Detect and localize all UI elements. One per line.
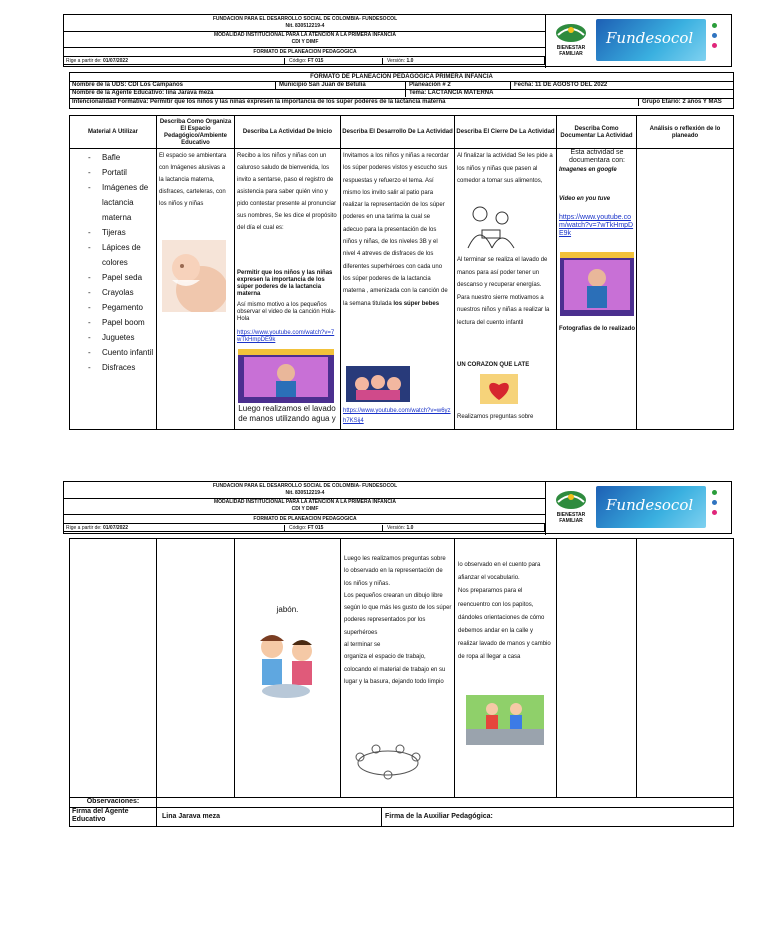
rige-date: 01/07/2022 — [102, 58, 128, 64]
heart-book-image — [480, 374, 518, 404]
list-item: - Juguetes — [70, 330, 156, 345]
format-title: FORMATO DE PLANEACION PEDAGOGICA — [64, 514, 546, 523]
intencionalidad: Intencionalidad Formativa: Permitir que los niños y las niñas expresen la importancia de los súper poderes de la lactancia materna — [72, 99, 446, 105]
fundesocol-logo — [596, 486, 706, 528]
dot-icon — [712, 510, 717, 515]
desarrollo-video-link[interactable]: https://www.youtube.com/watch?v=w6yzh7KSij4 — [343, 408, 451, 424]
desarrollo-body: Invitamos a los niños y niñas a recordar los súper poderes vistos y escucho sus respuestas y refuerzo el tema. Así mismo los invito salir al patio para realizar la representación de los súper poderes en una tarima la cual se adecuo para la presentación de los niños y niñas, de los niveles 3B y el nivel 4 atreves de disfraces de los diferentes superhéroes con cada uno los súper poderes de la lactancia materna , amenizada con la canción de la semana titulada — [343, 153, 449, 307]
col-header-inicio: Describa La Actividad De Inicio — [234, 116, 340, 149]
logo-area — [546, 482, 733, 535]
col-header-analisis: Análisis o reflexión de lo planeado — [636, 116, 733, 149]
list-item: - Crayolas — [70, 285, 156, 300]
version-label: Versión: — [387, 525, 406, 531]
bienestar-logo-text: BIENESTAR FAMILIAR — [556, 512, 586, 524]
dot-icon — [712, 43, 717, 48]
dot-icon — [712, 490, 717, 495]
cierre-text: Al finalizar la actividad Se les pide a los niños y niñas que pasen al comedor a tomar sus alimentos, — [457, 153, 553, 184]
observaciones-label: Observaciones: — [86, 798, 140, 805]
version-label: Versión: — [387, 58, 406, 64]
desarrollo-continued: Luego les realizamos preguntas sobre lo observado en la representación de los niños y niñas. Los pequeños crearan un dibujo libre según lo que más les gusto de los súper poderes representados por los superhéroes al terminar se organiza el espacio de trabajo, colocando el material de trabajo en su lugar y la basura, dejando todo limpio — [344, 556, 452, 685]
list-item: - Tijeras — [70, 225, 156, 240]
firma-agente-label: Firma del Agente Educativo — [72, 808, 129, 823]
col-header-documentar: Describa Como Documentar La Actividad — [556, 116, 636, 149]
documentar-imagenes: Imagenes en google — [559, 167, 617, 173]
fundesocol-logo-text: Fundesocol — [606, 29, 694, 47]
inicio-continue: Luego realizamos el lavado de manos utilizando agua y — [238, 404, 336, 423]
inicio-text: Recibo a los niños y niñas con un caluroso saludo de bienvenida, los invito a sentarse, paso el registro de asistencia para saber quién vino y pido contestar presente al pronunciar sus nombres, Se les dice el propósito del día el cual es: — [237, 153, 337, 231]
org-cdi: CDI Y DIMF — [291, 505, 319, 512]
org-modality: MODALIDAD INSTITUCIONAL PARA LA ATENCION A LA PRIMERA INFANCIA — [64, 31, 546, 38]
agente-name: Nombre de la Agente Educativo: lina Jarava meza — [72, 90, 214, 96]
inicio-continued: jabón. — [276, 605, 299, 614]
desarrollo-text — [343, 150, 451, 310]
list-item: - Lápices de colores — [70, 240, 156, 270]
org-nit: Nit. 830512219-4 — [285, 22, 325, 29]
rige-date: 01/07/2022 — [102, 525, 128, 531]
grupo-etario: Grupo Etario: 2 años Y MAS — [638, 99, 733, 106]
list-item: - Cuento infantil — [70, 345, 156, 360]
rige-label: Rige a partir de: — [66, 58, 102, 64]
documentar-text: Esta actividad se documentara con: — [568, 149, 626, 164]
org-name: FUNDACION PARA EL DESARROLLO SOCIAL DE COLOMBIA- FUNDESOCOL — [212, 15, 398, 22]
planeacion-number: Planeación # 2 — [405, 82, 505, 89]
col-header-espacio: Describa Como Organiza El Espacio Pedagógico/Ambiente Educativo — [156, 116, 234, 149]
col-header-material: Material A Utilizar — [88, 129, 138, 135]
documentar-fotos: Fotografias de lo realizado — [559, 326, 636, 332]
list-item: - Pegamento — [70, 300, 156, 315]
handwashing-image — [248, 627, 324, 701]
planning-table-continued — [69, 538, 734, 798]
documentar-video-link[interactable]: https://www.youtube.com/watch?v=7wTkHmpDE9k — [559, 214, 634, 237]
codigo-value: FT 015 — [307, 525, 324, 531]
list-item: - Papel seda — [70, 270, 156, 285]
cierre-story: UN CORAZON QUE LATE — [457, 362, 530, 368]
breastfeeding-image — [162, 240, 226, 312]
cierre-text-2: Al terminar se realiza el lavado de manos para así poder tener un descanso y recuperar energías. Para nuestro sierre motivamos a nuestros niños y niñas a realizar la lectura del cuento infantil — [457, 257, 550, 326]
municipio: Municipio San Juan de Betulia — [275, 82, 405, 89]
rige-label: Rige a partir de: — [66, 525, 102, 531]
col-header-cierre: Describa El Cierre De La Actividad — [454, 116, 556, 149]
dot-icon — [712, 23, 717, 28]
org-modality: MODALIDAD INSTITUCIONAL PARA LA ATENCION A LA PRIMERA INFANCIA — [64, 498, 546, 505]
list-item: - Imágenes de lactancia materna — [70, 180, 156, 225]
tema: Tema: LACTANCIA MATERNA — [405, 90, 705, 97]
children-circle-drawing — [346, 739, 430, 781]
cierre-continued: lo observado en el cuento para afianzar el vocabulario. Nos preparamos para el reencuentro con los papitos, dándoles orientaciones de cómo debemos andar en la calle y realizar lavado de manos y cambio de ropa al llegar a casa — [458, 562, 551, 661]
logo-area — [546, 15, 733, 68]
inicio-video-link[interactable]: https://www.youtube.com/watch?v=7wTkHmpDE9k — [237, 330, 335, 343]
bienestar-logo — [554, 488, 588, 512]
planning-title: FORMATO DE PLANEACION PEDAGOGICA PRIMERA INFANCIA — [310, 73, 493, 80]
org-cdi: CDI Y DIMF — [291, 38, 319, 45]
bienestar-logo — [554, 21, 588, 45]
materials-list — [70, 150, 156, 375]
page1-meta-row — [63, 56, 545, 65]
cierre-tail: Realizamos preguntas sobre — [457, 414, 534, 420]
video-thumbnail-hola — [238, 349, 334, 403]
codigo-label: Código: — [289, 58, 307, 64]
dot-icon — [712, 33, 717, 38]
list-item: - Portatil — [70, 165, 156, 180]
list-item: - Bafle — [70, 150, 156, 165]
fundesocol-logo — [596, 19, 706, 61]
table-header-row — [70, 116, 733, 149]
uds-name: Nombre de la UDS: CDI Los Campanos — [72, 82, 184, 88]
format-title: FORMATO DE PLANEACION PEDAGOGICA — [64, 47, 546, 56]
agente-signature-name: Lina Jarava meza — [162, 813, 220, 820]
planning-table — [69, 115, 734, 430]
desarrollo-song: los súper bebes — [393, 300, 440, 307]
planning-info — [69, 72, 734, 109]
list-item: - Disfraces — [70, 360, 156, 375]
video-thumbnail-doc — [560, 252, 634, 316]
bienestar-logo-text: BIENESTAR FAMILIAR — [556, 45, 586, 57]
video-thumbnail-bebes — [346, 366, 410, 402]
fecha: Fecha: 11 DE AGOSTO DEL 2022 — [510, 82, 710, 89]
inicio-purpose: Permitir que los niños y las niñas expresen la importancia de los súper poderes de la lactancia materna — [237, 270, 333, 297]
codigo-value: FT 015 — [307, 58, 324, 64]
mother-child-drawing — [462, 202, 520, 250]
inicio-after-text: Así mismo motivo a los pequeños observar el video de la canción Hola- Hola — [237, 302, 336, 322]
signature-footer — [69, 797, 734, 827]
org-nit: Nit. 830512219-4 — [285, 489, 325, 496]
fundesocol-logo-text: Fundesocol — [606, 496, 694, 514]
dot-icon — [712, 500, 717, 505]
page2-meta-row — [63, 523, 545, 532]
kids-walking-image — [466, 695, 544, 745]
firma-auxiliar-label: Firma de la Auxiliar Pedagógica: — [385, 813, 493, 820]
espacio-text: El espacio se ambientara con Imágenes alusivas a la lactancia materna, disfraces, carteleras, con los niños y niñas — [159, 153, 227, 207]
version-value: 1.0 — [406, 525, 414, 531]
org-name: FUNDACION PARA EL DESARROLLO SOCIAL DE COLOMBIA- FUNDESOCOL — [212, 482, 398, 489]
col-header-desarrollo: Describa El Desarrollo De La Actividad — [340, 116, 454, 149]
documentar-video: Video en you tuve — [559, 196, 611, 202]
version-value: 1.0 — [406, 58, 414, 64]
codigo-label: Código: — [289, 525, 307, 531]
list-item: - Papel boom — [70, 315, 156, 330]
